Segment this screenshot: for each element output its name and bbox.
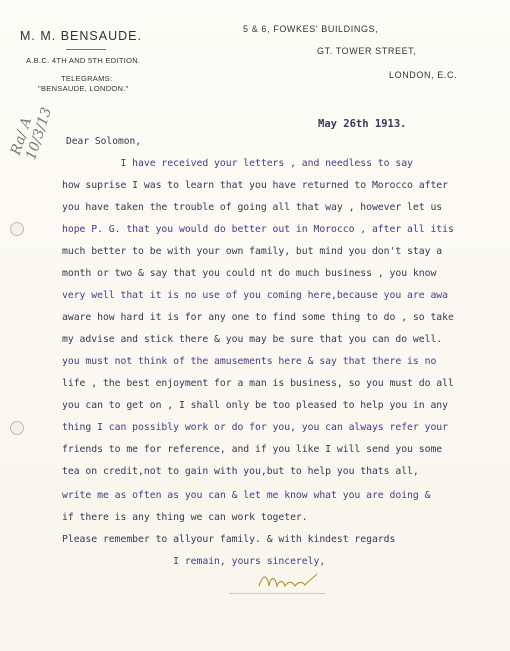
letter-body-line: you can to get on , I shall only be too pleased to help you in any (62, 400, 448, 411)
letterhead-edition: A.B.C. 4TH AND 5TH EDITION. (26, 56, 141, 65)
letterhead-address-line2: GT. TOWER STREET, (317, 46, 417, 56)
letter-body-line: write me as often as you can & let me know what you are doing & (62, 490, 431, 501)
punch-hole-bottom (10, 421, 24, 435)
pencil-note: Ra/ A 10/3/13 (8, 105, 56, 162)
letter-body-line: Please remember to allyour family. & with kindest regards (62, 534, 396, 545)
letterhead-divider (66, 49, 106, 50)
letter-body-line: life , the best enjoyment for a man is business, so you must do all (62, 378, 454, 389)
letter-body-line: aware how hard it is for any one to find some thing to do , so take (62, 312, 454, 323)
letter-body-line: month or two & say that you could nt do much business , you know (62, 268, 437, 279)
letter-body-line: very well that it is no use of you coming here,because you are awa (62, 290, 448, 301)
letterhead-telegrams-label: TELEGRAMS: (61, 74, 113, 83)
pencil-annotation (2, 105, 56, 168)
letter-body-line: I have received your letters , and needless to say (62, 158, 413, 169)
signature-mark (255, 566, 325, 596)
letter-body-line: I remain, yours sincerely, (62, 556, 326, 567)
punch-hole-top (10, 222, 24, 236)
letter-body-line: my advise and stick there & you may be sure that you can do well. (62, 334, 443, 345)
letter-date: May 26th 1913. (318, 118, 407, 130)
signature-rule (229, 593, 325, 594)
letterhead-address-line3: LONDON, E.C. (389, 70, 458, 80)
letter-body-line: if there is any thing we can work togeter. (62, 512, 308, 523)
letter-body-line: you have taken the trouble of going all that way , however let us (62, 202, 443, 213)
letter-body-line: hope P. G. that you would do better out in Morocco , after all itis (62, 224, 454, 235)
letterhead-name: M. M. BENSAUDE. (20, 29, 142, 43)
letter-body-line: much better to be with your own family, but mind you don't stay a (62, 246, 443, 257)
letterhead-address-line1: 5 & 6, FOWKES' BUILDINGS, (243, 24, 379, 34)
letter-body-line: how suprise I was to learn that you have returned to Morocco after (62, 180, 448, 191)
letter-body-line: thing I can possibly work or do for you, you can always refer your (62, 422, 448, 433)
letter-body-line: friends to me for reference, and if you like I will send you some (62, 444, 443, 455)
letter-body-line: tea on credit,not to gain with you,but to help you thats all, (62, 466, 419, 477)
letterhead-telegrams-address: "BENSAUDE, LONDON." (38, 84, 129, 93)
letter-body-line: you must not think of the amusements here & say that there is no (62, 356, 437, 367)
letter-salutation: Dear Solomon, (66, 136, 142, 147)
